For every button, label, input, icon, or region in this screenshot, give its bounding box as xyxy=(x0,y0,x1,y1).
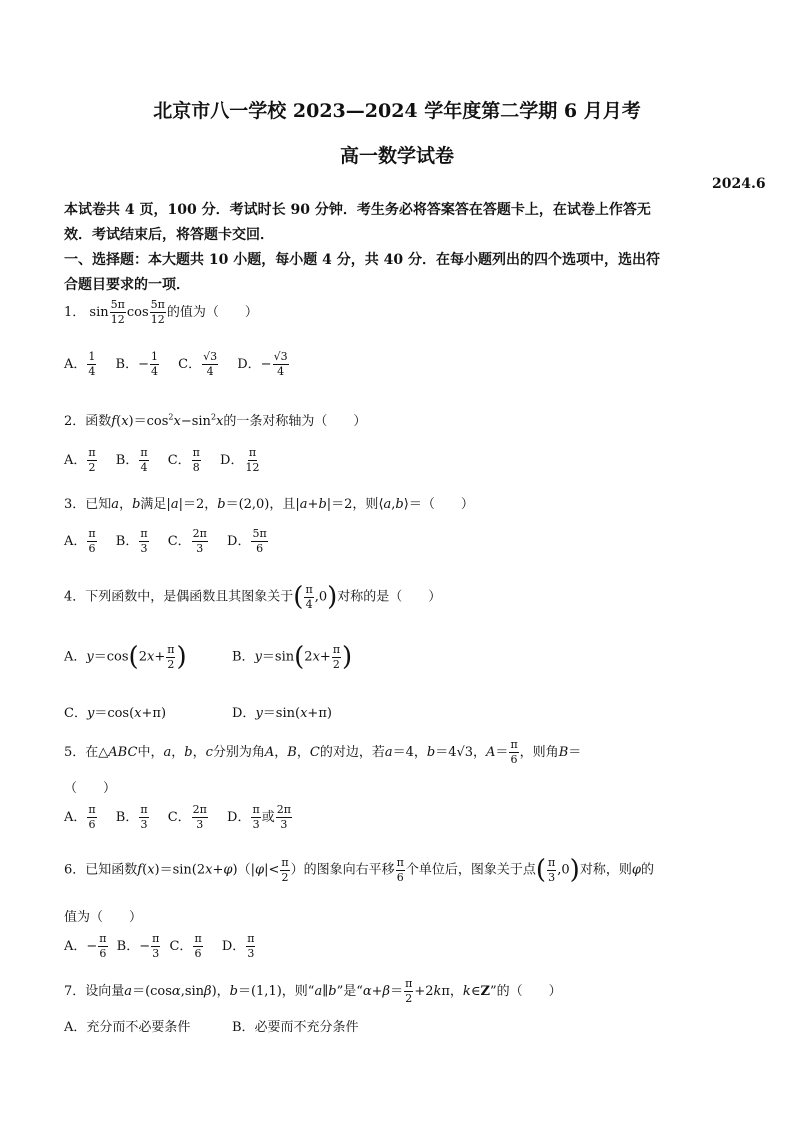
intro-line-1: 本试卷共 4 页，100 分．考试时长 90 分钟．考生务必将答案答在答题卡上，在试卷上作答无 xyxy=(64,202,651,218)
section-1-line-2: 合题目要求的一项． xyxy=(64,277,190,293)
question-5-options: A． $\frac{\pi}{6}$ B． $\frac{\pi}{3}$ C． $\frac{2\pi}{3}$ D． $\frac{\pi}{3}$ 或 $\frac{2\pi}{3}$ xyxy=(64,803,291,831)
question-4-option-d: D．y＝sin(x+π) xyxy=(232,706,332,721)
question-4-option-b: B．y＝sin(2x+ $\frac{\pi}{2}$ ) xyxy=(232,642,353,672)
question-7-option-b: B．必要而不充分条件 xyxy=(232,1020,359,1035)
question-2-options: A． $\frac{\pi}{2}$ B． $\frac{\pi}{4}$ C． $\frac{\pi}{8}$ D． $\frac{\pi}{12}$ xyxy=(64,446,260,474)
question-4-option-a: A．y＝cos(2x+ $\frac{\pi}{2}$ ) xyxy=(64,642,187,672)
section-1-line-1: 一、选择题：本大题共 10 小题，每小题 4 分，共 40 分．在每小题列出的四个选项中，选出符 xyxy=(64,252,660,268)
question-4: 4．下列函数中，是偶函数且其图象关于( $\frac{\pi}{4}$ ,0)对称的是（ ） xyxy=(64,582,442,612)
question-3: 3．已知a，b满足|a|＝2，b＝(2,0)，且|a+b|＝2，则⟨a,b⟩＝（ ） xyxy=(64,497,474,512)
exam-subtitle: 高一数学试卷 xyxy=(339,145,454,167)
intro-line-2: 效．考试结束后，将答题卡交回． xyxy=(64,227,274,243)
question-7-option-a: A．充分而不必要条件 xyxy=(64,1020,191,1035)
exam-title: 北京市八一学校 2023—2024 学年度第二学期 6 月月考 xyxy=(153,100,641,122)
question-4-option-c: C．y＝cos(x+π) xyxy=(64,706,167,721)
question-5-line-2: （ ） xyxy=(64,781,117,796)
question-6-options: A．− $\frac{\pi}{6}$ B．− $\frac{\pi}{3}$ C． $\frac{\pi}{6}$ D． $\frac{\pi}{3}$ xyxy=(64,932,255,960)
question-3-options: A． $\frac{\pi}{6}$ B． $\frac{\pi}{3}$ C． $\frac{2\pi}{3}$ D． $\frac{5\pi}{6}$ xyxy=(64,527,267,555)
question-number: 1． xyxy=(64,305,86,320)
exam-date: 2024.6 xyxy=(712,176,766,192)
question-text: 的值为（ ） xyxy=(166,305,258,320)
question-7: 7．设向量a＝(cosα,sinβ)，b＝(1,1)，则“a∥b”是“α+β＝ $\frac{\pi}{2}$ +2kπ，k∈Z”的（ ） xyxy=(64,977,562,1005)
question-1: 1． sin $\frac{5\pi}{12}$ cos $\frac{5\pi}{12}$ 的值为（ ） xyxy=(64,298,258,326)
question-2: 2．函数$f(x)=\cos^2x-\sin^2x$的一条对称轴为（ ） xyxy=(64,412,367,429)
question-6: 6．已知函数f(x)＝sin(2x+φ)（|φ|< $\frac{\pi}{2}$ ）的图象向右平移 $\frac{\pi}{6}$ 个单位后，图象关于点( $\frac{\pi}{3}$ ,0)对称，则φ的 xyxy=(64,855,654,885)
question-1-options: A． $\frac{1}{4}$ B．− $\frac{1}{4}$ C． $\frac{√3}{4}$ D．− $\frac{√3}{4}$ xyxy=(64,350,288,378)
question-6-line-2: 值为（ ） xyxy=(64,910,143,925)
question-5: 5．在△ABC中，a，b，c分别为角A，B，C的对边，若a＝4，b＝4√3，A＝ $\frac{\pi}{6}$ ，则角B＝ xyxy=(64,738,582,766)
